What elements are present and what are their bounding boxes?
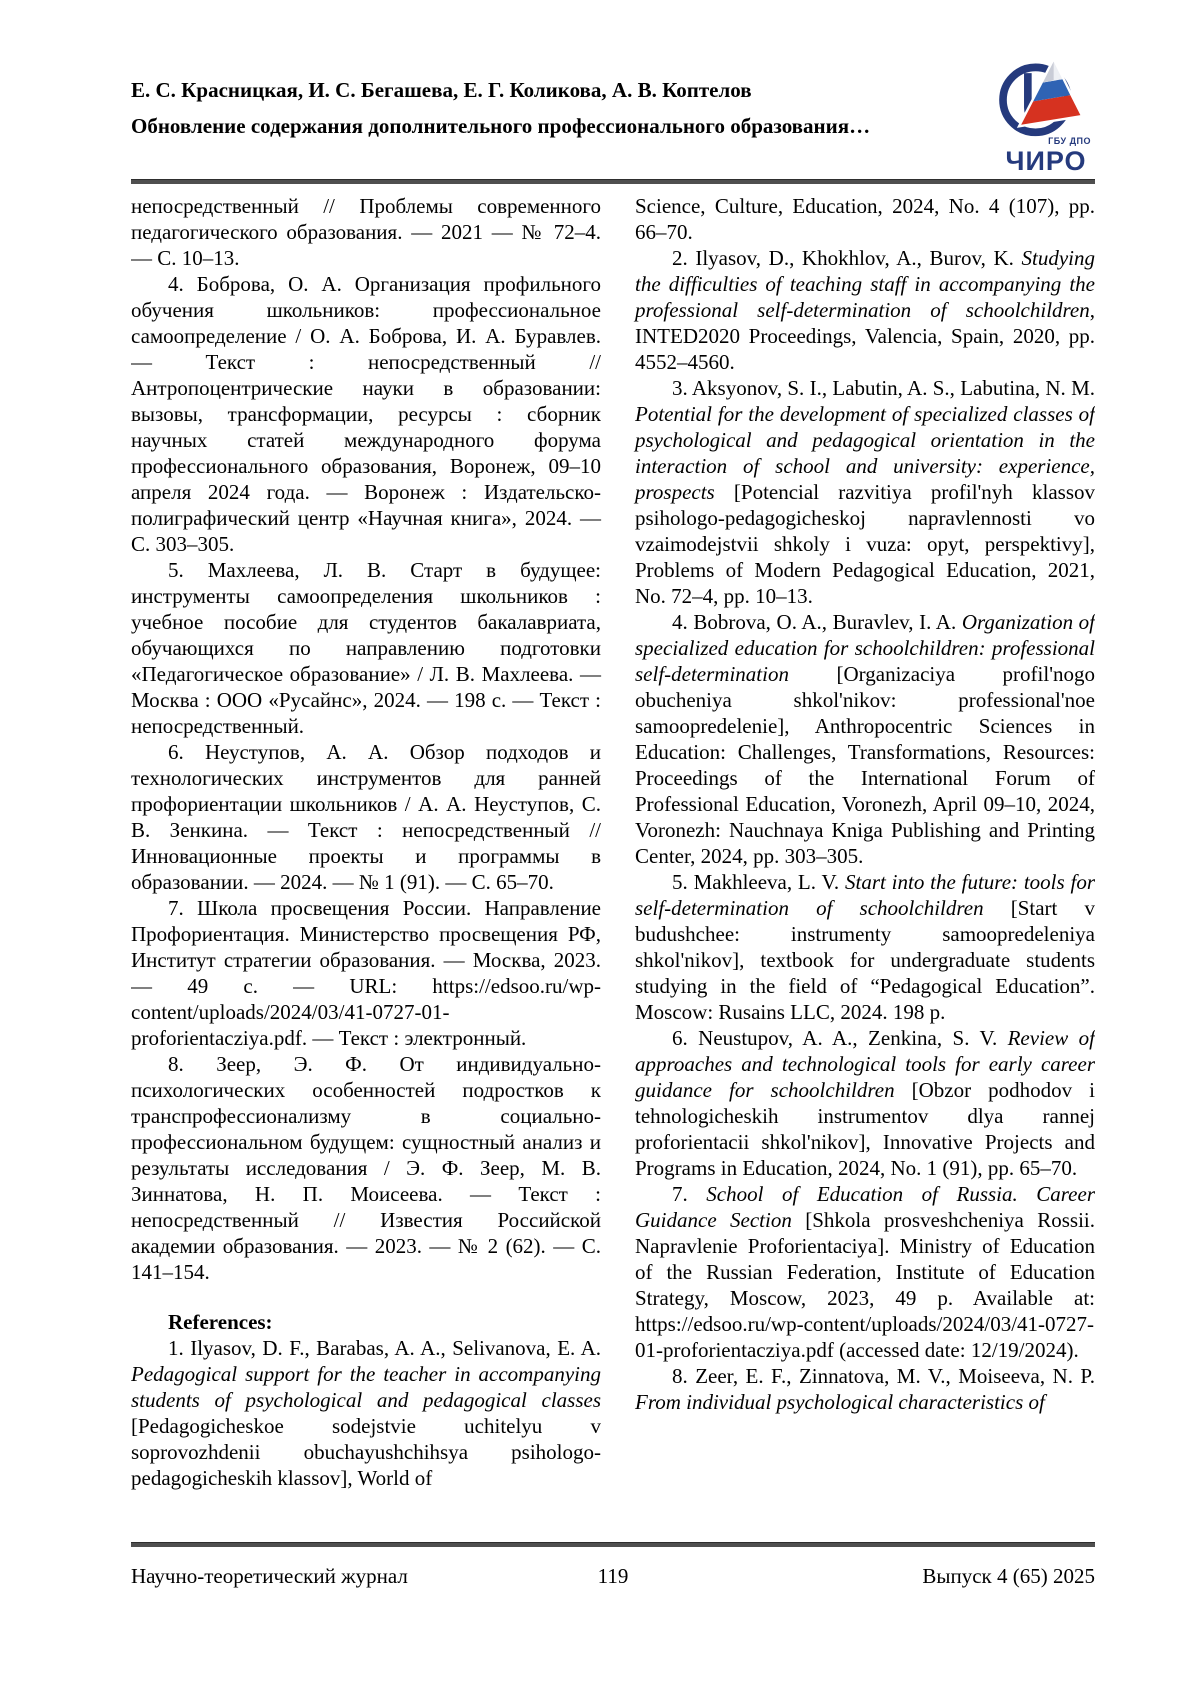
reference-paragraph [635,245,1095,375]
ref-text-segment: 7. Школа просвещения России. Направление Профориентация. Министерство просвещения РФ, Институт стратегии образования. — Москва, 2023. — 49 с. — URL: https://edsoo.ru/wp-content/uploads/2024/03/41-0727-01-proforientacziya.pdf. — Текст : электронный. [131,896,601,1050]
ref-text-segment: 6. Neustupov, A. A., Zenkina, S. V. [672,1026,1008,1050]
reference-paragraph [635,1025,1095,1181]
right-column [635,193,1095,1533]
left-column [131,193,601,1533]
page-footer [131,1564,1095,1589]
ref-text-segment: [Potencial razvitiya profil'nyh klassov psihologo-pedagogicheskoj napravlennosti vo vzaimodejstvii shkoly i vuza: opyt, perspektivy], Problems of Modern Pedagogical Education, 2021, No. 72–4, pp. 10–13. [635,480,1095,608]
ref-text-segment: 7. [672,1182,707,1206]
reference-paragraph [131,1335,601,1491]
reference-paragraph [635,193,1095,245]
page-header [131,78,971,138]
ref-italic-segment: Potential for the development of specialized classes of psychological and pedagogical orientation in the interaction of school and university: experience, prospects [635,402,1095,504]
ref-text-segment: , INTED2020 Proceedings, Valencia, Spain, 2020, pp. 4552–4560. [635,298,1095,374]
ref-text-segment: 3. Aksyonov, S. I., Labutin, A. S., Labutina, N. M. [672,376,1095,400]
ref-text-segment: 4. Bobrova, O. A., Buravlev, I. A. [672,610,962,634]
reference-paragraph [131,1051,601,1285]
ref-text-segment: 5. Махлеева, Л. В. Старт в будущее: инструменты самоопределения школьников : учебное пособие для студентов бакалавриата, обучающихся по направлению подготовки «Педагогическое образование» / Л. В. Махлеева. — Москва : ООО «Русайнс», 2024. — 198 с. — Текст : непосредственный. [131,558,601,738]
issue-label: Выпуск 4 (65) 2025 [922,1564,1095,1588]
reference-paragraph [635,609,1095,869]
ref-italic-segment: Review of approaches and technological tools for early career guidance for schoolchildren [635,1026,1095,1102]
logo-title: ЧИРО [1005,146,1087,176]
authors-line: Е. С. Красницкая, И. С. Бегашева, Е. Г. Коликова, А. В. Коптелов [131,78,752,102]
ref-text-segment: [Organizaciya profil'nogo obucheniya shkol'nikov: professional'noe samoopredelenie], Anthropocentric Sciences in Education: Challenges, Transformations, Resources: Proceedings of the International Forum of Professional Education, Voronezh, April 09–10, 2024, Voronezh: Nauchnaya Kniga Publishing and Printing Center, 2024, pp. 303–305. [635,662,1095,868]
ref-text-segment: [Pedagogicheskoe sodejstvie uchitelyu v soprovozhdenii obuchayushchihsya psihologo-pedagogicheskih klassov], World of [131,1414,601,1490]
ref-text-segment: непосредственный // Проблемы современного педагогического образования. — 2021 — № 72–4. — С. 10–13. [131,194,601,270]
ref-italic-segment: Organization of specialized education for schoolchildren: professional self-determination [635,610,1095,686]
reference-paragraph [131,739,601,895]
ref-italic-segment: School of Education of Russia. Career Guidance Section [635,1182,1095,1232]
ref-italic-segment: Pedagogical support for the teacher in accompanying students of psychological and pedagogical classes [131,1362,601,1412]
references-section [131,193,1095,1533]
ref-text-segment: 2. Ilyasov, D., Khokhlov, A., Burov, K. [672,246,1022,270]
reference-paragraph [131,193,601,271]
ref-text-segment: References: [168,1310,273,1334]
ref-text-segment: 8. Zeer, E. F., Zinnatova, M. V., Moiseeva, N. P. [672,1364,1095,1388]
ref-italic-segment: Studying the difficulties of teaching staff in accompanying the professional self-determination of schoolchildren [635,246,1095,322]
logo-subtitle: ГБУ ДПО [1048,136,1091,146]
ref-text-segment: [Start v budushchee: instrumenty samoopredeleniya shkol'nikov], textbook for undergraduate students studying in the field of “Pedagogical Education”. Moscow: Rusains LLC, 2024. 198 p. [635,896,1095,1024]
journal-type-label: Научно-теоретический журнал [131,1564,408,1588]
ref-text-segment: 6. Неуступов, А. А. Обзор подходов и технологических инструментов для ранней профориентации школьников / А. А. Неуступов, С. В. Зенкина. — Текст : непосредственный // Инновационные проекты и программы в образовании. — 2024. — № 1 (91). — С. 65–70. [131,740,601,894]
reference-paragraph [131,271,601,557]
ref-text-segment: Science, Culture, Education, 2024, No. 4 (107), pp. 66–70. [635,194,1095,244]
reference-paragraph [635,1181,1095,1363]
ref-italic-segment: From individual psychological characteristics of [635,1390,1045,1414]
ref-text-segment: 5. Makhleeva, L. V. [672,870,845,894]
running-title: Обновление содержания дополнительного профессионального образования… [131,114,871,138]
reference-paragraph [131,557,601,739]
references-heading [131,1309,601,1335]
ref-text-segment: 8. Зеер, Э. Ф. От индивидуально-психологических особенностей подростков к транспрофессионализму в социально-профессиональном будущем: сущностный анализ и результаты исследования / Э. Ф. Зеер, М. В. Зиннатова, Н. П. Моисеева. — Текст : непосредственный // Известия Российской академии образования. — 2023. — № 2 (62). — С. 141–154. [131,1052,601,1284]
page-number: 119 [597,1564,629,1588]
reference-paragraph [635,869,1095,1025]
header-rule [131,179,1095,184]
reference-paragraph [635,375,1095,609]
footer-rule [131,1542,1095,1547]
reference-paragraph [635,1363,1095,1415]
ref-italic-segment: Start into the future: tools for self-determination of schoolchildren [635,870,1095,920]
reference-paragraph [131,895,601,1051]
chiro-logo-icon [998,54,1094,140]
ref-text-segment: 4. Боброва, О. А. Организация профильного обучения школьников: профессиональное самоопределение / О. А. Боброва, И. А. Буравлев. — Текст : непосредственный // Антропоцентрические науки в образовании: вызовы, трансформации, ресурсы : сборник научных статей международного форума профессионального образования, Воронеж, 09–10 апреля 2024 года. — Воронеж : Издательско-полиграфический центр «Научная книга», 2024. — С. 303–305. [131,272,601,556]
ref-text-segment: 1. Ilyasov, D. F., Barabas, A. A., Selivanova, E. A. [168,1336,601,1360]
ref-text-segment: [Obzor podhodov i tehnologicheskih instrumentov dlya rannej proforientacii shkol'nikov], Innovative Projects and Programs in Education, 2024, No. 1 (91), pp. 65–70. [635,1078,1095,1180]
journal-logo [995,54,1097,175]
ref-text-segment: [Shkola prosveshcheniya Rossii. Napravlenie Proforientaciya]. Ministry of Education of the Russian Federation, Institute of Education Strategy, Moscow, 2023, 49 p. Available at: https://edsoo.ru/wp-content/uploads/2024/03/41-0727-01-proforientacziya.pdf (accessed date: 12/19/2024). [635,1208,1095,1362]
